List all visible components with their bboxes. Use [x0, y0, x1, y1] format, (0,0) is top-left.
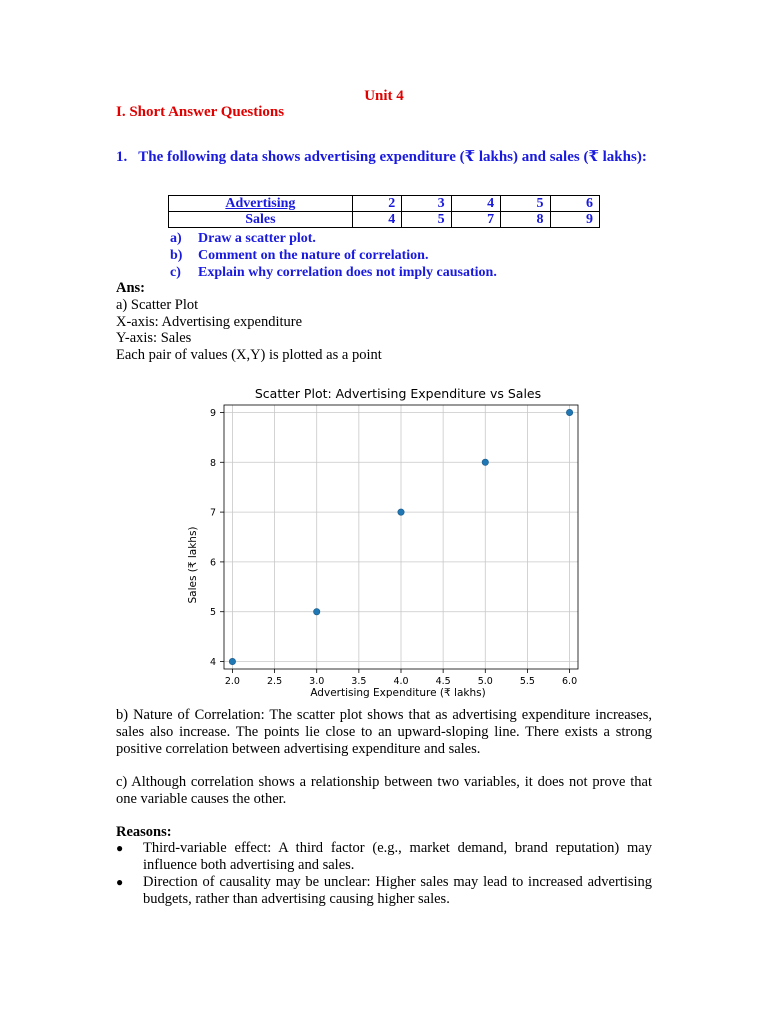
answer-line: Each pair of values (X,Y) is plotted as a point — [116, 347, 382, 363]
answer-part-c: c) Although correlation shows a relationship between two variables, it does not prove that one variable causes the other. — [116, 774, 652, 807]
list-item — [170, 264, 497, 281]
list-marker: c) — [170, 265, 181, 280]
x-tick-label: 5.5 — [519, 676, 535, 687]
list-item-text: Direction of causality may be unclear: Higher sales may lead to increased advertising budgets, rather than advertising causing higher sales. — [143, 874, 652, 907]
y-tick-label: 9 — [209, 407, 216, 419]
x-tick-label: 2.0 — [224, 676, 240, 687]
answer-line: a) Scatter Plot — [116, 297, 199, 313]
list-item — [170, 230, 497, 247]
x-tick-label: 2.5 — [267, 676, 283, 687]
x-tick-label: 4.5 — [435, 676, 451, 687]
table-cell: 8 — [501, 212, 550, 228]
x-tick-label: 5.0 — [477, 676, 493, 687]
table-cell: 3 — [402, 196, 451, 212]
answer-label: Ans: — [116, 280, 146, 296]
table-cell: 2 — [352, 196, 401, 212]
table-cell: 4 — [451, 196, 500, 212]
y-axis-label: Sales (₹ lakhs) — [187, 526, 199, 604]
reasons-title: Reasons: — [116, 824, 172, 840]
x-tick-label: 6.0 — [562, 676, 578, 687]
table-row — [169, 212, 600, 228]
table-cell: 9 — [550, 212, 600, 228]
x-tick-label: 3.0 — [309, 676, 325, 687]
list-item-text: Comment on the nature of correlation. — [198, 248, 429, 263]
scatter-point — [482, 459, 488, 465]
chart-title: Scatter Plot: Advertising Expenditure vs Sales — [254, 386, 542, 401]
answer-line: X-axis: Advertising expenditure — [116, 314, 303, 330]
y-tick-label: 6 — [209, 557, 216, 569]
bullet-icon: ● — [116, 841, 124, 855]
x-axis-label: Advertising Expenditure (₹ lakhs) — [310, 687, 486, 699]
table-row-label: Advertising — [169, 196, 353, 212]
list-item — [116, 840, 652, 874]
table-cell: 5 — [501, 196, 550, 212]
list-marker: b) — [170, 248, 183, 263]
scatter-point — [229, 658, 235, 664]
table-cell: 7 — [451, 212, 500, 228]
list-item — [116, 874, 652, 908]
list-marker: a) — [170, 231, 182, 246]
scatter-point — [398, 509, 404, 515]
reasons-list — [116, 840, 652, 908]
y-tick-label: 5 — [209, 607, 216, 619]
table-cell: 6 — [550, 196, 600, 212]
unit-title: Unit 4 — [364, 88, 404, 104]
section-title: I. Short Answer Questions — [116, 104, 285, 120]
data-table — [168, 195, 600, 228]
list-item-text: Explain why correlation does not imply causation. — [198, 265, 497, 280]
table-row-label: Sales — [169, 212, 353, 228]
list-item — [170, 247, 497, 264]
scatter-chart — [176, 378, 596, 704]
list-item-text: Third-variable effect: A third factor (e.g., market demand, brand reputation) may influence both advertising and sales. — [143, 840, 652, 873]
y-tick-label: 7 — [209, 507, 216, 519]
x-tick-label: 4.0 — [393, 676, 409, 687]
y-tick-label: 8 — [209, 457, 216, 469]
x-tick-label: 3.5 — [351, 676, 367, 687]
bullet-icon: ● — [116, 875, 124, 889]
question-text: 1. The following data shows advertising expenditure (₹ lakhs) and sales (₹ lakhs): — [116, 149, 647, 165]
chart-grid — [224, 405, 578, 669]
table-cell: 5 — [402, 212, 451, 228]
y-tick-label: 4 — [209, 657, 216, 669]
answer-line: Y-axis: Sales — [116, 330, 192, 346]
answer-part-b: b) Nature of Correlation: The scatter plot shows that as advertising expenditure increases, sales also increase. The points lie close to an upward-sloping line. There exists a strong positive correlation between advertising expenditure and sales. — [116, 707, 652, 757]
subquestion-list — [170, 230, 497, 281]
list-item-text: Draw a scatter plot. — [198, 231, 316, 246]
scatter-point — [314, 609, 320, 615]
scatter-point — [566, 409, 572, 415]
chart-ticks — [210, 408, 577, 687]
table-row — [169, 196, 600, 212]
table-cell: 4 — [352, 212, 401, 228]
